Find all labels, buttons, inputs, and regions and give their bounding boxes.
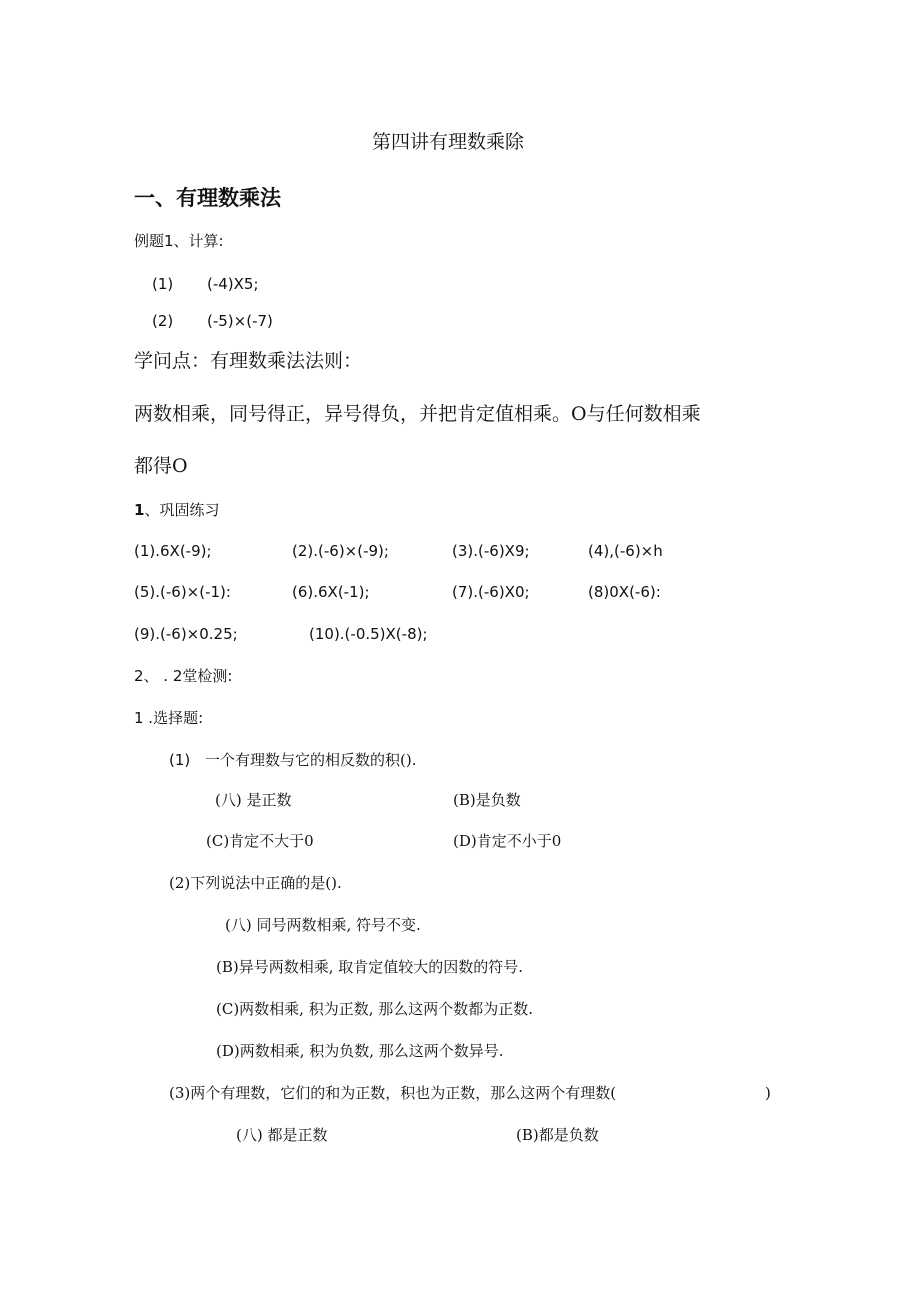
- test-subheading: 1 .选择题:: [134, 709, 204, 727]
- option-b: (B)是负数: [453, 791, 521, 809]
- example-item-number: (2): [152, 312, 174, 330]
- example-item-number: (1): [152, 275, 174, 293]
- section-heading: 一、有理数乘法: [134, 186, 281, 210]
- question-stem: (3)两个有理数，它们的和为正数，积也为正数，那么这两个有理数(: [169, 1084, 617, 1102]
- practice-item: (10).(-0.5)X(-8);: [309, 625, 428, 643]
- practice-heading: [134, 500, 219, 520]
- practice-item: (1).6X(-9);: [134, 542, 212, 560]
- practice-item: (8)0X(-6):: [588, 583, 661, 601]
- rule-text-line: 都得O: [134, 455, 188, 477]
- option-d: (D)两数相乘, 积为负数, 那么这两个数异号.: [216, 1042, 504, 1060]
- option-b: (B)异号两数相乘, 取肯定值较大的因数的符号.: [216, 958, 524, 976]
- practice-item: (5).(-6)×(-1):: [134, 583, 231, 601]
- practice-item: (2).(-6)×(-9);: [292, 542, 389, 560]
- option-a: (八) 同号两数相乘, 符号不变.: [225, 916, 421, 934]
- example-label: 例题1、计算:: [134, 232, 224, 250]
- option-d: (D)肯定不小于0: [453, 832, 562, 850]
- practice-heading-number: 1: [134, 501, 145, 519]
- option-a: (八) 是正数: [215, 791, 292, 809]
- rule-text-line: 两数相乘，同号得正，异号得负，并把肯定值相乘。O与任何数相乘: [134, 403, 701, 425]
- question-stem: (2)下列说法中正确的是().: [169, 874, 342, 892]
- question-number: (1): [169, 751, 191, 769]
- practice-item: (4),(-6)×h: [588, 542, 663, 560]
- practice-item: (9).(-6)×0.25;: [134, 625, 238, 643]
- option-a: (八) 都是正数: [236, 1126, 328, 1144]
- option-c: (C)两数相乘, 积为正数, 那么这两个数都为正数.: [216, 1000, 534, 1018]
- practice-item: (6).6X(-1);: [292, 583, 370, 601]
- example-item-expression: (-4)X5;: [207, 275, 259, 293]
- practice-item: (3).(-6)X9;: [452, 542, 530, 560]
- practice-heading-text: 、巩固练习: [144, 501, 220, 519]
- question-stem: 一个有理数与它的相反数的积().: [205, 751, 417, 769]
- knowledge-heading: 学问点：有理数乘法法则：: [134, 350, 363, 372]
- option-c: (C)肯定不大于0: [206, 832, 314, 850]
- page-title: 第四讲有理数乘除: [372, 131, 525, 153]
- option-b: (B)都是负数: [516, 1126, 599, 1144]
- test-heading: 2、 . 2堂检测:: [134, 667, 233, 685]
- answer-bracket-close: ): [765, 1084, 771, 1102]
- example-item-expression: (-5)×(-7): [207, 312, 273, 330]
- practice-item: (7).(-6)X0;: [452, 583, 530, 601]
